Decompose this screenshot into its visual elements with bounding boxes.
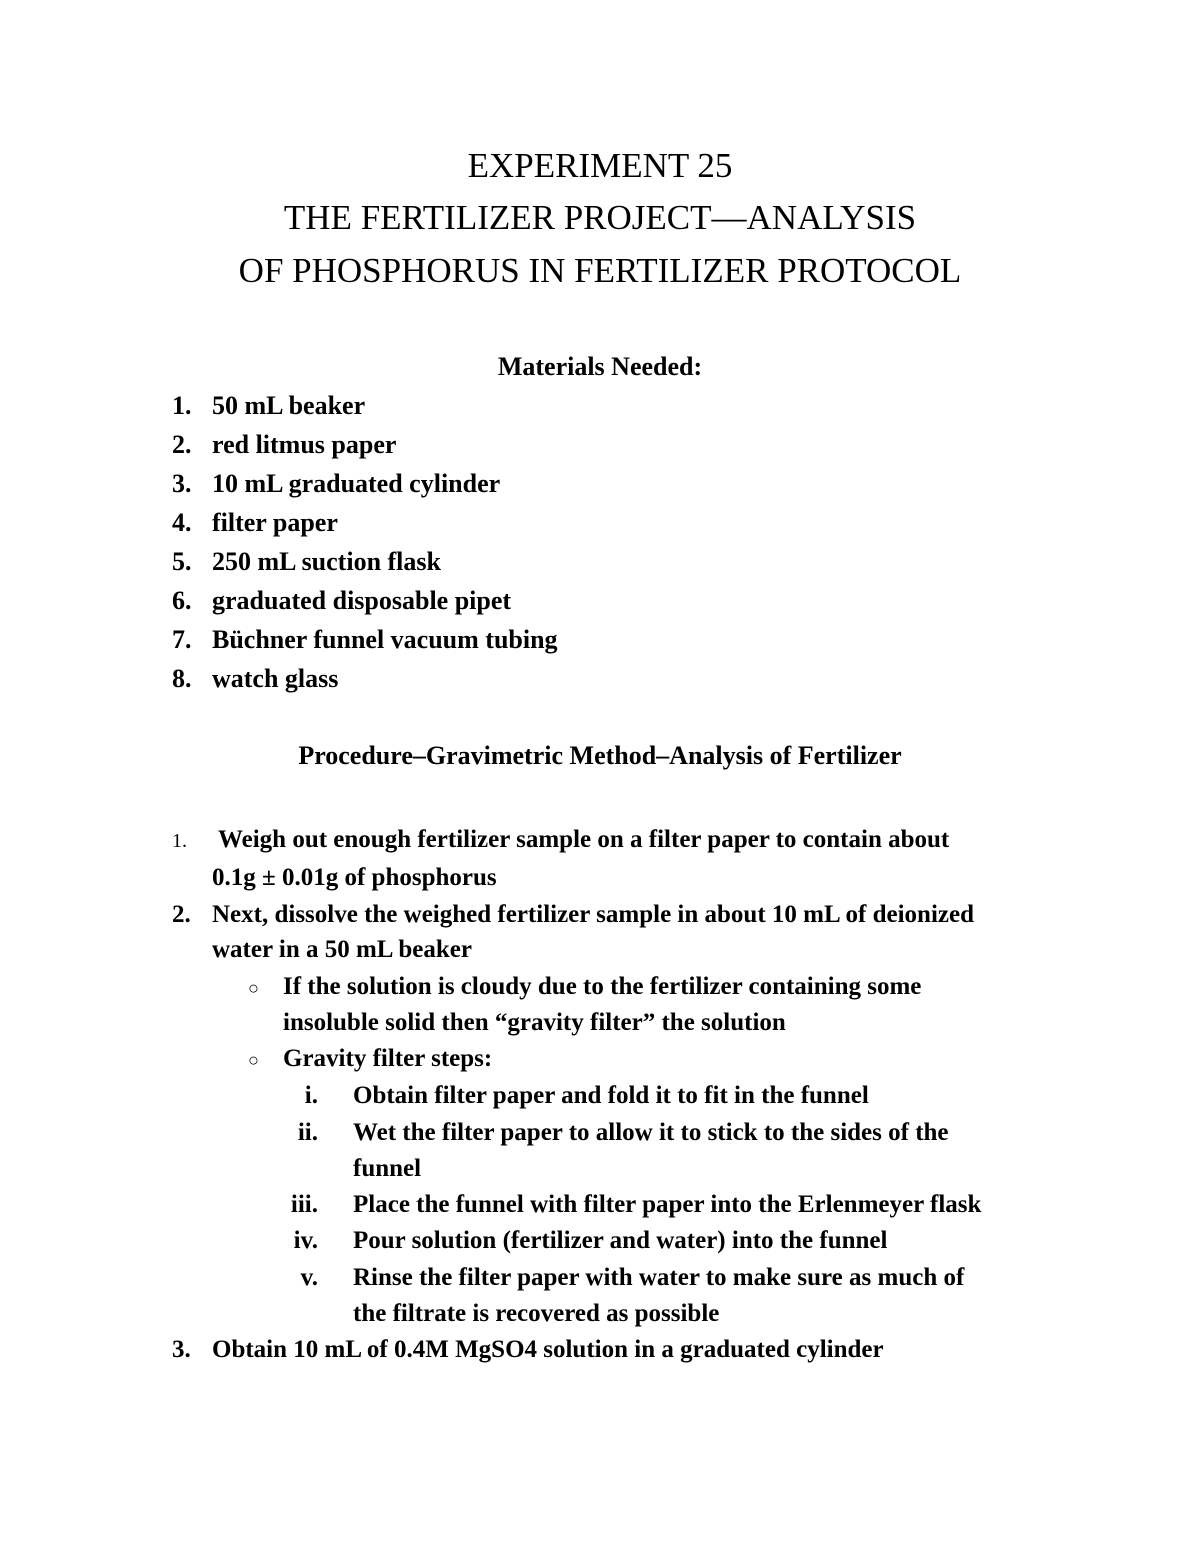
step-number: 2. bbox=[172, 901, 191, 928]
material-number: 3. bbox=[172, 469, 192, 498]
substep-line: funnel bbox=[353, 1155, 422, 1182]
materials-heading: Materials Needed: bbox=[497, 352, 703, 381]
document-title-line-1: EXPERIMENT 25 bbox=[467, 146, 733, 185]
document-title-line-3: OF PHOSPHORUS IN FERTILIZER PROTOCOL bbox=[238, 251, 962, 290]
step-1-line-1: Weigh out enough fertilizer sample on a filter paper to contain about bbox=[218, 826, 950, 853]
substep-line: Pour solution (fertilizer and water) into the funnel bbox=[353, 1227, 888, 1254]
substep-number: ii. bbox=[297, 1119, 318, 1146]
material-item bbox=[172, 393, 365, 419]
bullet-icon: ○ bbox=[248, 1050, 259, 1070]
material-text: red litmus paper bbox=[212, 430, 397, 459]
substep-number: v. bbox=[300, 1264, 318, 1291]
procedure-heading: Procedure–Gravimetric Method–Analysis of Fertilizer bbox=[298, 741, 902, 770]
material-number: 7. bbox=[172, 625, 192, 654]
substep-line: Rinse the filter paper with water to make sure as much of bbox=[353, 1264, 965, 1291]
material-text: watch glass bbox=[212, 664, 339, 693]
material-item bbox=[172, 432, 396, 458]
substep-line: Wet the filter paper to allow it to stick to the sides of the bbox=[353, 1119, 949, 1146]
bullet-icon: ○ bbox=[248, 978, 259, 998]
material-text: filter paper bbox=[212, 508, 338, 537]
substep-number: iv. bbox=[293, 1227, 318, 1254]
material-number: 6. bbox=[172, 586, 192, 615]
bullet-2-line-1: Gravity filter steps: bbox=[283, 1045, 493, 1072]
step-2-line-2: water in a 50 mL beaker bbox=[212, 936, 472, 963]
material-number: 8. bbox=[172, 664, 192, 693]
step-2-line-1: Next, dissolve the weighed fertilizer sample in about 10 mL of deionized bbox=[212, 901, 974, 928]
material-text: 50 mL beaker bbox=[212, 391, 366, 420]
material-item bbox=[172, 588, 511, 614]
material-text: 10 mL graduated cylinder bbox=[212, 469, 501, 498]
material-item bbox=[172, 510, 338, 536]
substep-line: Obtain filter paper and fold it to fit in the funnel bbox=[353, 1082, 869, 1109]
substep-number: iii. bbox=[290, 1191, 318, 1218]
material-item bbox=[172, 549, 441, 575]
material-text: 250 mL suction flask bbox=[212, 547, 441, 576]
substep-line: the filtrate is recovered as possible bbox=[353, 1300, 720, 1327]
material-number: 2. bbox=[172, 430, 192, 459]
document-title-line-2: THE FERTILIZER PROJECT—ANALYSIS bbox=[283, 198, 917, 237]
material-text: Büchner funnel vacuum tubing bbox=[212, 625, 558, 654]
substep-line: Place the funnel with filter paper into the Erlenmeyer flask bbox=[353, 1191, 982, 1218]
step-1-line-2: 0.1g ± 0.01g of phosphorus bbox=[212, 864, 497, 891]
material-item bbox=[172, 471, 500, 497]
step-3-line-1: Obtain 10 mL of 0.4M MgSO4 solution in a graduated cylinder bbox=[212, 1336, 884, 1363]
material-item bbox=[172, 666, 338, 692]
step-number: 1. bbox=[172, 830, 187, 852]
bullet-1-line-1: If the solution is cloudy due to the fertilizer containing some bbox=[283, 973, 922, 1000]
bullet-1-line-2: insoluble solid then “gravity filter” the solution bbox=[283, 1009, 786, 1036]
material-item bbox=[172, 627, 558, 653]
material-text: graduated disposable pipet bbox=[212, 586, 512, 615]
material-number: 4. bbox=[172, 508, 192, 537]
step-number: 3. bbox=[172, 1336, 191, 1363]
substep-number: i. bbox=[304, 1082, 318, 1109]
material-number: 5. bbox=[172, 547, 192, 576]
material-number: 1. bbox=[172, 391, 192, 420]
